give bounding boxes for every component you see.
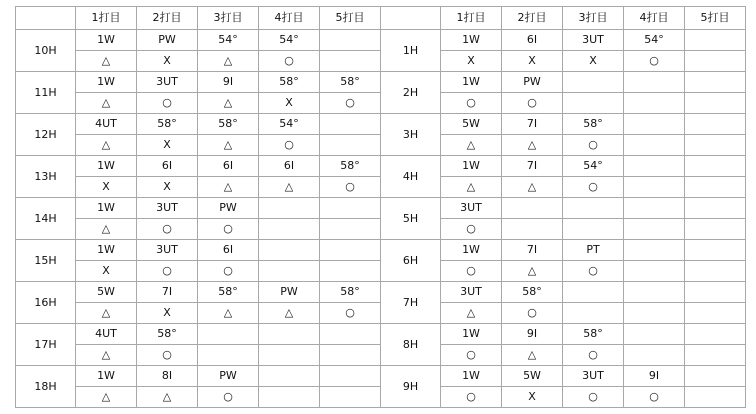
club-cell xyxy=(259,324,320,345)
club-cell: 3UT xyxy=(137,240,198,261)
club-cell xyxy=(320,240,381,261)
club-cell: 8I xyxy=(137,366,198,387)
club-cell: 1W xyxy=(441,324,502,345)
result-mark-cell xyxy=(563,93,624,114)
hole-label: 4H xyxy=(381,156,441,198)
club-cell: PW xyxy=(198,366,259,387)
club-cell xyxy=(624,114,685,135)
club-cell: 58° xyxy=(563,114,624,135)
result-mark-cell xyxy=(624,303,685,324)
result-mark-cell: X xyxy=(441,51,502,72)
result-mark-cell: △ xyxy=(441,303,502,324)
result-mark-cell: △ xyxy=(198,303,259,324)
club-cell: 54° xyxy=(563,156,624,177)
hole-label: 15H xyxy=(16,240,76,282)
club-cell xyxy=(198,324,259,345)
result-mark-cell: ○ xyxy=(441,261,502,282)
result-mark-cell xyxy=(502,219,563,240)
club-cell: 5W xyxy=(502,366,563,387)
result-mark-cell: △ xyxy=(76,135,137,156)
hole-label: 6H xyxy=(381,240,441,282)
header-cell: 4打目 xyxy=(624,7,685,30)
result-mark-cell xyxy=(198,345,259,366)
hole-club-row xyxy=(16,282,746,303)
shot-table xyxy=(15,6,746,408)
club-cell: 7I xyxy=(502,240,563,261)
result-mark-cell: ○ xyxy=(563,177,624,198)
hole-label: 14H xyxy=(16,198,76,240)
club-cell: 3UT xyxy=(563,366,624,387)
header-cell: 1打目 xyxy=(76,7,137,30)
header-cell: 3打目 xyxy=(198,7,259,30)
club-cell: 1W xyxy=(76,72,137,93)
result-mark-cell: X xyxy=(76,261,137,282)
club-cell xyxy=(320,30,381,51)
club-cell: 6I xyxy=(502,30,563,51)
hole-label: 11H xyxy=(16,72,76,114)
result-mark-cell: X xyxy=(137,177,198,198)
club-cell xyxy=(563,198,624,219)
result-mark-cell xyxy=(624,177,685,198)
club-cell: 58° xyxy=(198,282,259,303)
result-mark-cell: △ xyxy=(76,219,137,240)
club-cell: 6I xyxy=(198,240,259,261)
club-cell: 1W xyxy=(441,72,502,93)
result-mark-cell xyxy=(320,345,381,366)
club-cell: 1W xyxy=(76,198,137,219)
result-mark-cell: ○ xyxy=(502,93,563,114)
result-mark-cell: △ xyxy=(441,135,502,156)
result-mark-cell: ○ xyxy=(259,51,320,72)
result-mark-cell: X xyxy=(76,177,137,198)
club-cell xyxy=(685,366,746,387)
result-mark-cell: △ xyxy=(198,51,259,72)
club-cell: 58° xyxy=(320,72,381,93)
club-cell: PW xyxy=(502,72,563,93)
result-mark-cell xyxy=(259,387,320,408)
club-cell: 9I xyxy=(198,72,259,93)
result-mark-cell: ○ xyxy=(441,387,502,408)
club-cell: 7I xyxy=(137,282,198,303)
club-cell: PW xyxy=(259,282,320,303)
result-mark-cell: X xyxy=(137,51,198,72)
result-mark-cell: ○ xyxy=(198,219,259,240)
club-cell xyxy=(685,114,746,135)
result-mark-cell xyxy=(624,93,685,114)
club-cell: 58° xyxy=(320,156,381,177)
header-cell: 1打目 xyxy=(441,7,502,30)
result-mark-cell: △ xyxy=(76,345,137,366)
hole-label: 7H xyxy=(381,282,441,324)
hole-club-row xyxy=(16,366,746,387)
result-mark-cell xyxy=(259,345,320,366)
header-cell: 5打目 xyxy=(320,7,381,30)
club-cell xyxy=(320,324,381,345)
club-cell: PW xyxy=(198,198,259,219)
result-mark-cell: △ xyxy=(259,303,320,324)
result-mark-cell: ○ xyxy=(502,303,563,324)
hole-label: 10H xyxy=(16,30,76,72)
club-cell: 54° xyxy=(259,30,320,51)
result-mark-cell xyxy=(685,51,746,72)
club-cell: 3UT xyxy=(137,72,198,93)
result-mark-cell xyxy=(685,135,746,156)
club-cell xyxy=(320,198,381,219)
hole-label: 12H xyxy=(16,114,76,156)
result-mark-cell: ○ xyxy=(563,387,624,408)
result-mark-cell: ○ xyxy=(441,93,502,114)
result-mark-cell: △ xyxy=(502,261,563,282)
club-cell: 9I xyxy=(502,324,563,345)
club-cell: 5W xyxy=(76,282,137,303)
result-mark-cell xyxy=(563,219,624,240)
club-cell: 58° xyxy=(320,282,381,303)
club-cell: 54° xyxy=(624,30,685,51)
club-cell xyxy=(624,72,685,93)
result-mark-cell: △ xyxy=(502,177,563,198)
club-cell xyxy=(685,156,746,177)
result-mark-cell: △ xyxy=(76,93,137,114)
result-mark-cell: △ xyxy=(259,177,320,198)
result-mark-cell: ○ xyxy=(137,345,198,366)
club-cell: 6I xyxy=(137,156,198,177)
result-mark-cell xyxy=(685,177,746,198)
club-cell xyxy=(624,240,685,261)
club-cell: 3UT xyxy=(441,282,502,303)
header-row xyxy=(16,7,746,30)
hole-label: 1H xyxy=(381,30,441,72)
club-cell xyxy=(685,282,746,303)
hole-club-row xyxy=(16,114,746,135)
result-mark-cell: △ xyxy=(441,177,502,198)
header-cell: 2打目 xyxy=(502,7,563,30)
hole-club-row xyxy=(16,72,746,93)
result-mark-cell xyxy=(320,261,381,282)
result-mark-cell xyxy=(624,219,685,240)
club-cell: 1W xyxy=(76,156,137,177)
club-cell xyxy=(685,72,746,93)
result-mark-cell xyxy=(624,261,685,282)
club-cell: 3UT xyxy=(441,198,502,219)
result-mark-cell: ○ xyxy=(137,93,198,114)
result-mark-cell: ○ xyxy=(137,219,198,240)
result-mark-cell xyxy=(259,261,320,282)
result-mark-cell xyxy=(320,51,381,72)
hole-club-row xyxy=(16,240,746,261)
club-cell xyxy=(320,366,381,387)
hole-label: 2H xyxy=(381,72,441,114)
club-cell: 1W xyxy=(441,30,502,51)
club-cell: 3UT xyxy=(137,198,198,219)
hole-label: 3H xyxy=(381,114,441,156)
header-cell: 2打目 xyxy=(137,7,198,30)
result-mark-cell: ○ xyxy=(259,135,320,156)
header-cell: 4打目 xyxy=(259,7,320,30)
result-mark-cell: ○ xyxy=(563,345,624,366)
club-cell: PT xyxy=(563,240,624,261)
club-cell xyxy=(624,282,685,303)
club-cell xyxy=(624,156,685,177)
club-cell: 3UT xyxy=(563,30,624,51)
club-cell: 7I xyxy=(502,156,563,177)
result-mark-cell: ○ xyxy=(441,345,502,366)
result-mark-cell: △ xyxy=(137,387,198,408)
result-mark-cell: △ xyxy=(76,387,137,408)
club-cell xyxy=(685,324,746,345)
club-cell: 1W xyxy=(441,156,502,177)
hole-label: 9H xyxy=(381,366,441,408)
club-cell xyxy=(259,240,320,261)
club-cell: 1W xyxy=(441,366,502,387)
club-cell xyxy=(563,282,624,303)
club-cell: 58° xyxy=(502,282,563,303)
result-mark-cell xyxy=(685,345,746,366)
hole-club-row xyxy=(16,156,746,177)
result-mark-cell xyxy=(685,303,746,324)
hole-club-row xyxy=(16,324,746,345)
club-cell: 58° xyxy=(259,72,320,93)
club-cell xyxy=(685,30,746,51)
result-mark-cell: ○ xyxy=(441,219,502,240)
hole-label: 13H xyxy=(16,156,76,198)
result-mark-cell xyxy=(320,219,381,240)
result-mark-cell: ○ xyxy=(563,135,624,156)
header-cell: 5打目 xyxy=(685,7,746,30)
club-cell xyxy=(685,198,746,219)
result-mark-cell: ○ xyxy=(320,303,381,324)
hole-label: 5H xyxy=(381,198,441,240)
result-mark-cell: X xyxy=(502,387,563,408)
result-mark-cell: △ xyxy=(76,303,137,324)
result-mark-cell: X xyxy=(137,135,198,156)
club-cell: 54° xyxy=(198,30,259,51)
result-mark-cell: △ xyxy=(76,51,137,72)
club-cell: 4UT xyxy=(76,114,137,135)
result-mark-cell xyxy=(320,135,381,156)
result-mark-cell: X xyxy=(137,303,198,324)
club-cell xyxy=(624,324,685,345)
club-cell xyxy=(259,366,320,387)
hole-club-row xyxy=(16,198,746,219)
club-cell: 9I xyxy=(624,366,685,387)
result-mark-cell: ○ xyxy=(563,261,624,282)
club-cell xyxy=(563,72,624,93)
header-cell: 3打目 xyxy=(563,7,624,30)
result-mark-cell xyxy=(624,345,685,366)
club-cell: 58° xyxy=(137,324,198,345)
club-cell xyxy=(320,114,381,135)
club-cell: 6I xyxy=(259,156,320,177)
result-mark-cell xyxy=(685,387,746,408)
hole-label: 18H xyxy=(16,366,76,408)
result-mark-cell: △ xyxy=(198,93,259,114)
hole-label: 17H xyxy=(16,324,76,366)
hole-club-row xyxy=(16,30,746,51)
club-cell: 4UT xyxy=(76,324,137,345)
club-cell xyxy=(259,198,320,219)
hole-label: 16H xyxy=(16,282,76,324)
club-cell xyxy=(624,198,685,219)
club-cell: 1W xyxy=(76,30,137,51)
result-mark-cell: X xyxy=(502,51,563,72)
result-mark-cell: ○ xyxy=(320,93,381,114)
club-cell: 5W xyxy=(441,114,502,135)
result-mark-cell: ○ xyxy=(320,177,381,198)
result-mark-cell xyxy=(685,261,746,282)
result-mark-cell xyxy=(563,303,624,324)
result-mark-cell: △ xyxy=(198,177,259,198)
result-mark-cell: X xyxy=(259,93,320,114)
club-cell: 58° xyxy=(137,114,198,135)
corner-cell-right xyxy=(381,7,441,30)
result-mark-cell xyxy=(685,219,746,240)
club-cell: 1W xyxy=(76,240,137,261)
result-mark-cell: △ xyxy=(502,345,563,366)
club-cell xyxy=(685,240,746,261)
club-cell: 54° xyxy=(259,114,320,135)
club-cell: PW xyxy=(137,30,198,51)
result-mark-cell xyxy=(259,219,320,240)
result-mark-cell: ○ xyxy=(624,387,685,408)
result-mark-cell: ○ xyxy=(198,261,259,282)
result-mark-cell xyxy=(320,387,381,408)
result-mark-cell: X xyxy=(563,51,624,72)
club-cell xyxy=(502,198,563,219)
corner-cell-left xyxy=(16,7,76,30)
result-mark-cell: △ xyxy=(198,135,259,156)
result-mark-cell: ○ xyxy=(137,261,198,282)
club-cell: 58° xyxy=(563,324,624,345)
club-cell: 1W xyxy=(76,366,137,387)
result-mark-cell: ○ xyxy=(198,387,259,408)
result-mark-cell: △ xyxy=(502,135,563,156)
club-cell: 7I xyxy=(502,114,563,135)
club-cell: 1W xyxy=(441,240,502,261)
club-cell: 58° xyxy=(198,114,259,135)
result-mark-cell xyxy=(685,93,746,114)
club-cell: 6I xyxy=(198,156,259,177)
result-mark-cell xyxy=(624,135,685,156)
result-mark-cell: ○ xyxy=(624,51,685,72)
hole-label: 8H xyxy=(381,324,441,366)
